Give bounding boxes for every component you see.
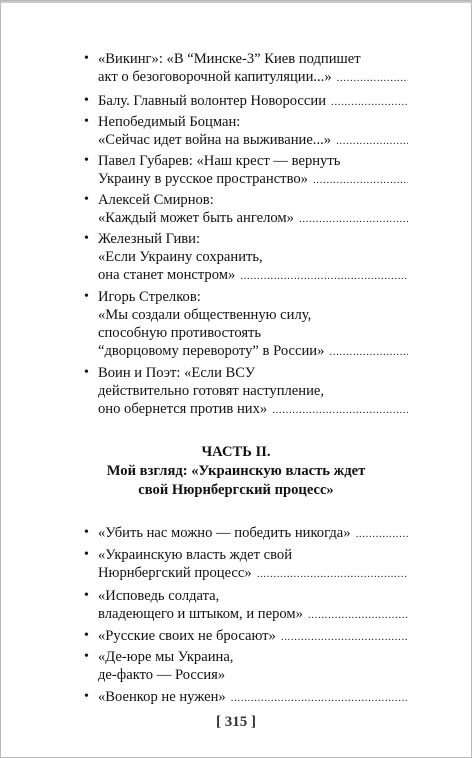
leader-dots	[313, 171, 408, 189]
toc-line: действительно готовят наступление,	[98, 383, 325, 399]
part-subtitle-line-1: Мой взгляд: «Украинскую власть ждет	[106, 463, 366, 479]
toc-line: «Мы создали общественную силу,	[98, 307, 312, 323]
bullet	[84, 50, 92, 58]
bullet	[84, 288, 92, 296]
part-heading: ЧАСТЬ II.	[201, 444, 271, 460]
bullet	[84, 648, 92, 656]
leader-dots	[257, 565, 408, 583]
bullet	[84, 152, 92, 160]
toc-line: де-факто — Россия»	[98, 667, 226, 683]
leader-dots	[337, 69, 408, 87]
toc-line: «Исповедь солдата,	[98, 588, 220, 604]
leader-dots	[272, 401, 408, 419]
toc-line: «Де-юре мы Украина,	[98, 649, 234, 665]
toc-line-last[interactable]: «Русские своих не бросают» .....	[98, 627, 408, 646]
leader-dots	[356, 525, 408, 543]
toc-line: Железный Гиви:	[98, 231, 201, 247]
bullet	[84, 627, 92, 635]
toc-line-last[interactable]: «Сейчас идет война на выживание...» .....	[98, 131, 408, 150]
page-number: [ 315 ]	[216, 714, 256, 730]
top-rule	[1, 1, 472, 3]
toc-line-last[interactable]: оно обернется против них» .....	[98, 400, 408, 419]
toc-line-last[interactable]: «Военкор не нужен» .....	[98, 688, 408, 707]
bullet	[84, 113, 92, 121]
leader-dots	[308, 606, 408, 624]
bullet	[84, 546, 92, 554]
leader-dots	[231, 689, 408, 707]
toc-line-last[interactable]: она станет монстром» .....	[98, 266, 408, 285]
toc-line-last[interactable]: “дворцовому перевороту” в России» .....	[98, 342, 408, 361]
toc-line: Павел Губарев: «Наш крест — вернуть	[98, 153, 341, 169]
bullet	[84, 587, 92, 595]
toc-line-last[interactable]: владеющего и штыком, и пером» .....	[98, 605, 408, 624]
bullet	[84, 524, 92, 532]
leader-dots	[331, 93, 408, 111]
part-subtitle-line-2: свой Нюрнбергский процесс»	[138, 482, 334, 498]
toc-line-last[interactable]: «Каждый может быть ангелом» .....	[98, 209, 408, 228]
toc-line: Игорь Стрелков:	[98, 289, 201, 305]
toc-line-last[interactable]: Балу. Главный волонтер Новороссии .....	[98, 92, 408, 111]
toc-line: «Викинг»: «В “Минске-3” Киев подпишет	[98, 51, 361, 67]
leader-dots	[240, 267, 408, 285]
bullet	[84, 191, 92, 199]
toc-line: Непобедимый Боцман:	[98, 114, 241, 130]
toc-line: Алексей Смирнов:	[98, 192, 214, 208]
toc-line-last[interactable]: Украину в русское пространство» .....	[98, 170, 408, 189]
toc-line: «Если Украину сохранить,	[98, 249, 263, 265]
bullet	[84, 364, 92, 372]
toc-line-last[interactable]: акт о безоговорочной капитуляции...» .....	[98, 68, 408, 87]
bullet	[84, 92, 92, 100]
leader-dots	[281, 628, 408, 646]
toc-line: способную противостоять	[98, 325, 262, 341]
bullet	[84, 230, 92, 238]
toc-line-last[interactable]: «Убить нас можно — победить никогда» .....	[98, 524, 408, 543]
toc-line: Воин и Поэт: «Если ВСУ	[98, 365, 256, 381]
leader-dots	[336, 132, 408, 150]
toc-line-last[interactable]: Нюрнбергский процесс» .....	[98, 564, 408, 583]
bullet	[84, 688, 92, 696]
leader-dots	[299, 210, 408, 228]
toc-line: «Украинскую власть ждет свой	[98, 547, 293, 563]
leader-dots	[329, 343, 408, 361]
